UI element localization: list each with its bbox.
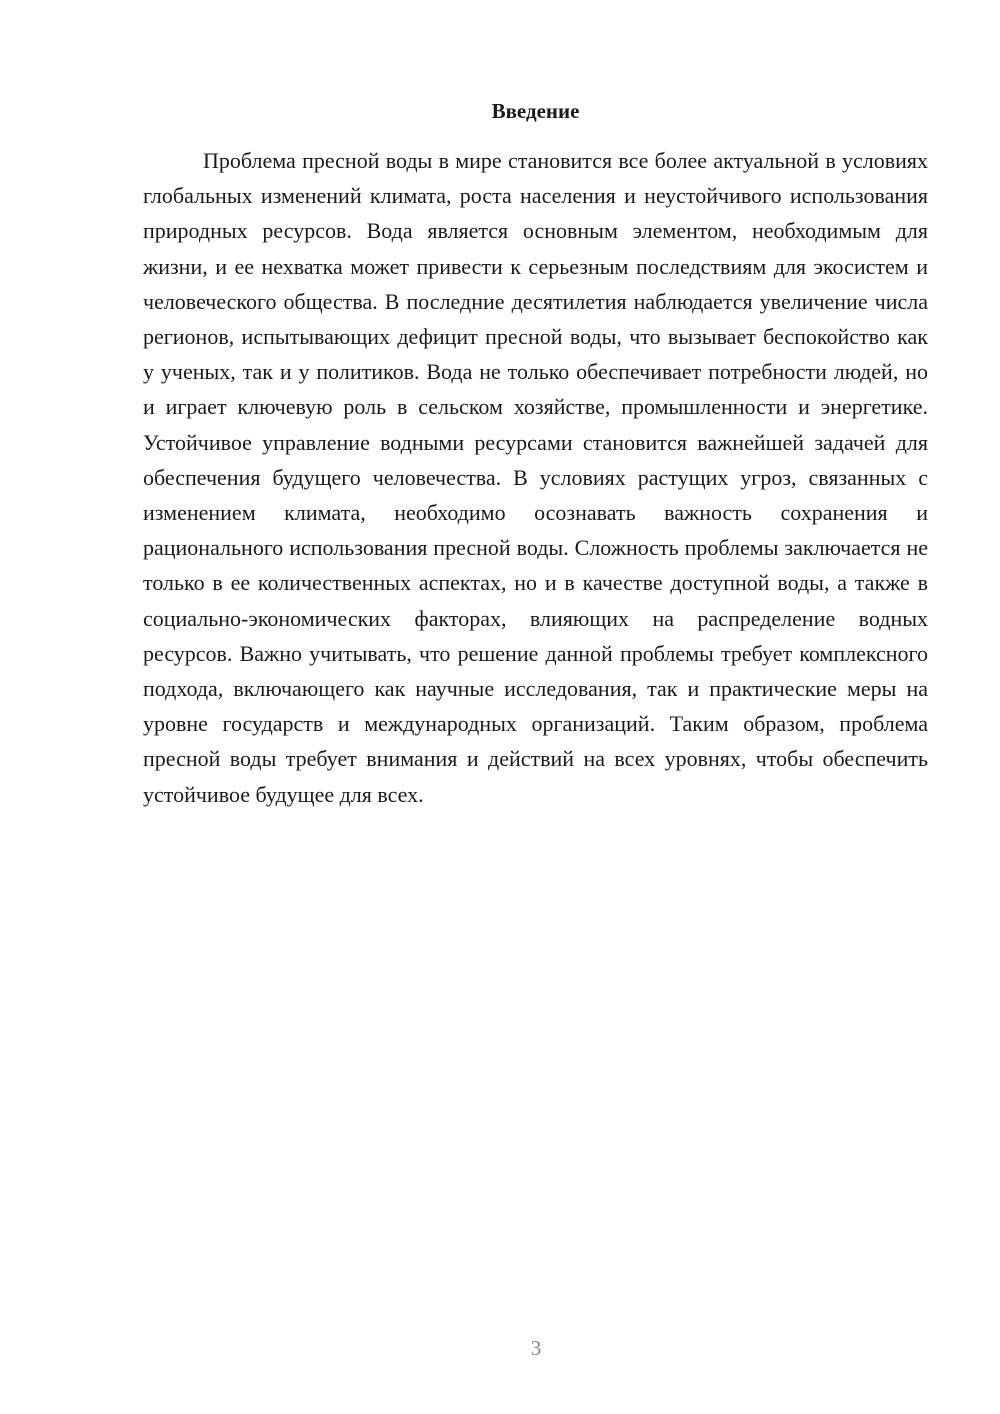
section-heading: Введение: [491, 99, 580, 123]
body-paragraph: Проблема пресной воды в мире становится все более актуальной в условиях глобальных изменений климата, роста населения и неустойчивого использования природных ресурсов. Вода является основным элементом, необходимым для жизни, и ее нехватка может привести к серьезным последствиям для экосистем и человеческого общества. В последние десятилетия наблюдается увеличение числа регионов, испытывающих дефицит пресной воды, что вызывает беспокойство как у ученых, так и у политиков. Вода не только обеспечивает потребности людей, но и играет ключевую роль в сельском хозяйстве, промышленности и энергетике. Устойчивое управление водными ресурсами становится важнейшей задачей для обеспечения будущего человечества. В условиях растущих угроз, связанных с изменением климата, необходимо осознавать важность сохранения и рационального использования пресной воды. Сложность проблемы заключается не только в ее количественных аспектах, но и в качестве доступной воды, а также в социально-экономических факторах, влияющих на распределение водных ресурсов. Важно учитывать, что решение данной проблемы требует комплексного подхода, включающего как научные исследования, так и практические меры на уровне государств и международных организаций. Таким образом, проблема пресной воды требует внимания и действий на всех уровнях, чтобы обеспечить устойчивое будущее для всех.: [143, 148, 928, 807]
page-number: 3: [530, 1336, 542, 1360]
